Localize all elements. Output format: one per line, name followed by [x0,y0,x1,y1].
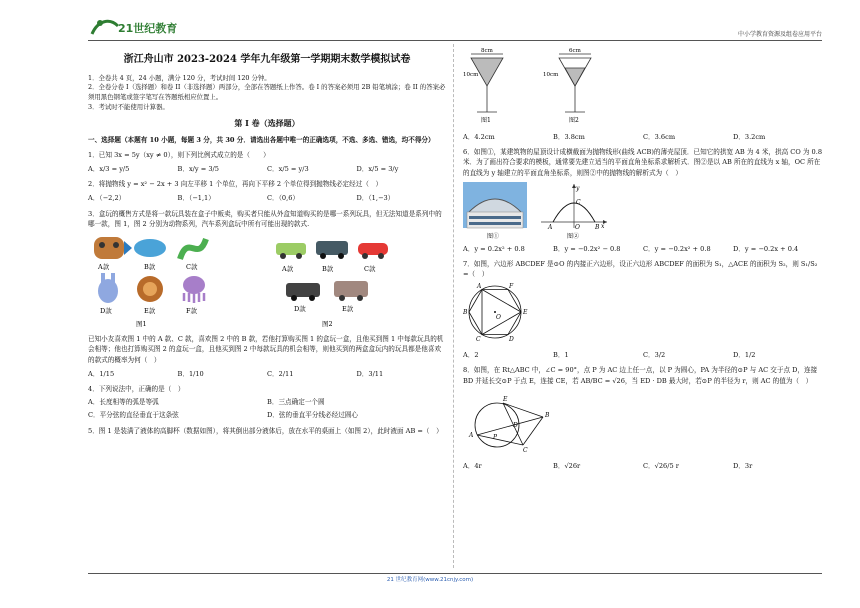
car-d-icon [286,283,320,301]
question-4-stem: 4．下列说法中，正确的是（ ） [88,384,185,393]
toy-snake-icon [180,239,206,259]
svg-text:A: A [477,283,482,291]
svg-text:O: O [575,223,580,231]
option-d: D．（1,−3） [356,194,395,203]
animal-toys-figure [88,233,258,329]
building-photo [463,182,527,240]
option-c: C．√26/5 r [643,461,679,470]
left-column [88,52,446,436]
header-platform-text: 中小学教育资源及组卷应用平台 [737,31,822,38]
option-d: D．x/5 = 3/y [356,165,399,174]
question-5-stem: 5．图 1 是装满了液体的高脚杯（数据如图），将其倒出部分液体后，放在水平的桌面上（如图 2），此时液面 AB =（ ） [88,426,443,435]
option-a: A．4.2cm [463,132,495,141]
option-d: D．弦的垂直平分线必经过圆心 [267,411,359,420]
option-d: D．y = −0.2x + 0.4 [733,244,799,253]
svg-text:21世纪教育: 21世纪教育 [118,22,178,35]
question-3-options [88,369,446,379]
question-1-stem: 1．已知 3x = 5y（xy ≠ 0），则下列比例式成立的是（ ） [88,150,270,159]
option-c: C．x/5 = y/3 [267,165,309,174]
fig1-label-b: B款 [144,263,156,272]
svg-text:C: C [476,336,481,343]
option-a: A．x/3 = y/5 [88,165,130,174]
question-8-stem: 8．如图，在 Rt△ABC 中，∠C = 90°，点 P 为 AC 边上任一点，以 P 为圆心，PA 为半径的⊙P 与 AC 交于点 D，连接 BD 并延长交⊙P 于点 E，连接 CE，若 AB/BC = √26，当 ED · DB 最大时，若⊙P 的半径为 r，则 AC 的值为（ ） [463,366,818,385]
option-c: C．3/2 [643,351,666,360]
car-b-icon [316,241,348,259]
photo-caption: 图① [487,232,500,240]
option-b: B．3.8cm [553,132,585,141]
fig2-label-b: B款 [322,265,334,274]
svg-text:B: B [545,411,550,419]
question-1-options [88,164,446,174]
goblet-caption-2: 图2 [569,117,579,124]
column-divider [453,44,454,568]
goblet-top-width-2: 6cm [569,48,581,54]
option-c: C．2/11 [267,369,294,378]
svg-text:C: C [576,198,581,206]
option-d: D．3.2cm [733,132,766,141]
option-b: B．1/10 [177,369,204,378]
exam-note-3: 3．考试时不能使用计算器。 [88,103,169,112]
toy-lion-icon [137,276,163,302]
exam-note-2: 2．全卷分卷 I（选择题）和卷 II（非选择题）两部分，全部在答题纸上作答。卷 I 的答案必须用 2B 铅笔填涂；卷 II 的答案必须用黑色钢笔或签字笔写在答题纸相应位置上。 [88,83,446,102]
svg-text:x: x [601,222,605,230]
option-b: B．三点确定一个圆 [267,398,325,407]
goblet-1-icon [471,54,503,112]
parabola-graph [539,182,609,240]
fig2-label-a: A款 [282,265,294,274]
fig1-label-f: F款 [186,307,198,316]
option-c: C．y = −0.2x² + 0.8 [643,244,711,253]
right-column [463,46,823,471]
goblet-caption-1: 图1 [481,117,491,124]
svg-text:B: B [595,223,600,231]
fig1-caption: 图1 [136,320,147,329]
option-a: A．（−2,2） [88,194,126,203]
fig2-label-d: D款 [294,305,306,314]
car-c-icon [358,243,388,259]
fig2-label-c: C款 [364,265,376,274]
graph-caption: 图② [567,232,580,240]
fig1-label-c: C款 [186,263,198,272]
question-3-figures [88,233,446,329]
option-a: A．4r [463,461,482,470]
car-e-icon [334,281,368,301]
goblet-figure [463,46,633,124]
option-a: A．2 [463,351,479,360]
fig2-label-e: E款 [342,305,354,314]
option-c: C．3.6cm [643,132,676,141]
option-c: C．平分弦的直径垂直于这条弦 [88,411,179,420]
question-8-options [463,461,823,471]
toy-rabbit-icon [98,273,118,303]
section-intro: 一、选择题（本题有 10 小题，每题 3 分，共 30 分．请选出各题中唯一的正确选项，不选、多选、错选，均不得分） [88,135,435,144]
svg-text:E: E [523,309,528,317]
svg-text:F: F [509,283,514,291]
question-3-body: 已知小友喜欢图 1 中的 A 款、C 款，喜欢图 2 中的 B 款，若他打算购买图 1 的盒玩一盒，且他买到图 1 中每款玩具的机会相等；他也打算购买图 2 的盒玩一盒，且他买到图 2 中每款玩具的机会相等，则他买到的两盒盒玩内的玩具都是他喜欢的款式的概率为何（ ） [88,335,444,364]
question-2-options [88,193,446,203]
goblet-2-icon [559,54,591,112]
question-2-stem: 2．将抛物线 y = x² − 2x + 3 向左平移 1 个单位，再向下平移 2 个单位得到抛物线必定经过（ ） [88,180,383,189]
question-5-options [463,132,823,142]
option-b: B．y = −0.2x² − 0.8 [553,244,621,253]
option-b: B．x/y = 3/5 [177,165,219,174]
question-7-stem: 7．如图，六边形 ABCDEF 是⊙O 的内接正六边形，设正六边形 ABCDEF 的面积为 S₁，△ACE 的面积为 S₂，则 S₁/S₂ =（ ） [463,259,818,279]
option-b: B．1 [553,351,569,360]
toy-fish-icon [124,239,166,257]
hexagon-figure [463,282,533,342]
fig1-label-e: E款 [144,307,156,316]
toy-octopus-icon [183,276,205,303]
car-a-icon [276,243,306,259]
svg-text:D: D [513,421,518,429]
exam-title: 浙江舟山市 2023-2024 学年九年级第一学期期末数学模拟试卷 [123,54,411,65]
option-b: B．（−1,1） [177,194,215,203]
exam-note-1: 1．全卷共 4 页，24 小题，满分 120 分，考试时间 120 分钟。 [88,73,271,82]
svg-text:A: A [469,431,474,439]
footer-divider [88,573,822,574]
car-toys-figure [270,233,420,329]
question-7-options [463,350,823,360]
fig1-label-d: D款 [100,307,112,316]
goblet-side-length-2: 10cm [543,72,559,78]
header-divider [88,40,822,41]
goblet-top-width-1: 8cm [481,48,493,54]
option-a: A．长度相等的弧是等弧 [88,398,159,407]
svg-text:P: P [493,433,498,441]
svg-text:y: y [576,184,580,192]
option-a: A．y = 0.2x² + 0.8 [463,244,525,253]
goblet-side-length-1: 10cm [463,72,479,78]
toy-raccoon-icon [94,237,124,259]
option-d: D．3r [733,461,753,470]
fig1-label-a: A款 [98,263,110,272]
question-4-options [88,397,446,420]
svg-text:C: C [523,446,528,453]
svg-text:O: O [496,314,501,322]
option-c: C．（0,6） [267,194,300,203]
question-6-figures [463,182,823,240]
section-title: 第 I 卷（选择题） [234,118,300,129]
question-6-options [463,244,823,254]
question-3-stem: 3．盒玩的概售方式是将一款玩具装在盒子中贩卖，购买者只能从外盒知道购买的是哪一系列玩具，但无法知道是系列中的哪一款，图 1，图 2 分别为动物系列，汽车系列盒玩中所有可能出现的款式. [88,209,442,228]
option-a: A．1/15 [88,369,115,378]
triangle-circle-figure [463,389,553,453]
option-b: B．√26r [553,461,581,470]
svg-text:E: E [503,395,508,403]
fig2-caption: 图2 [322,320,333,329]
svg-text:A: A [548,223,553,231]
question-6-stem: 6．如图①，某建筑物的屋顶设计成横截面为抛物线形(曲线 ACB)的薄壳屋顶．已知它的拱宽 AB 为 4 米，拱高 CO 为 0.8 米．为了画出符合要求的模板，通常要先建立适当的平面直角坐标系求解析式．图②是以 AB 所在的直线为 x 轴，OC 所在的直线为 y 轴建立的平面直角坐标系，则图②中的抛物线的解析式为（ ） [463,148,823,177]
svg-text:D: D [509,336,514,343]
option-d: D．1/2 [733,351,756,360]
site-logo [88,14,178,40]
option-d: D．3/11 [356,369,384,378]
svg-text:B: B [463,309,468,317]
footer-link[interactable]: 21 世纪教育网(www.21cnjy.com) [386,577,474,583]
